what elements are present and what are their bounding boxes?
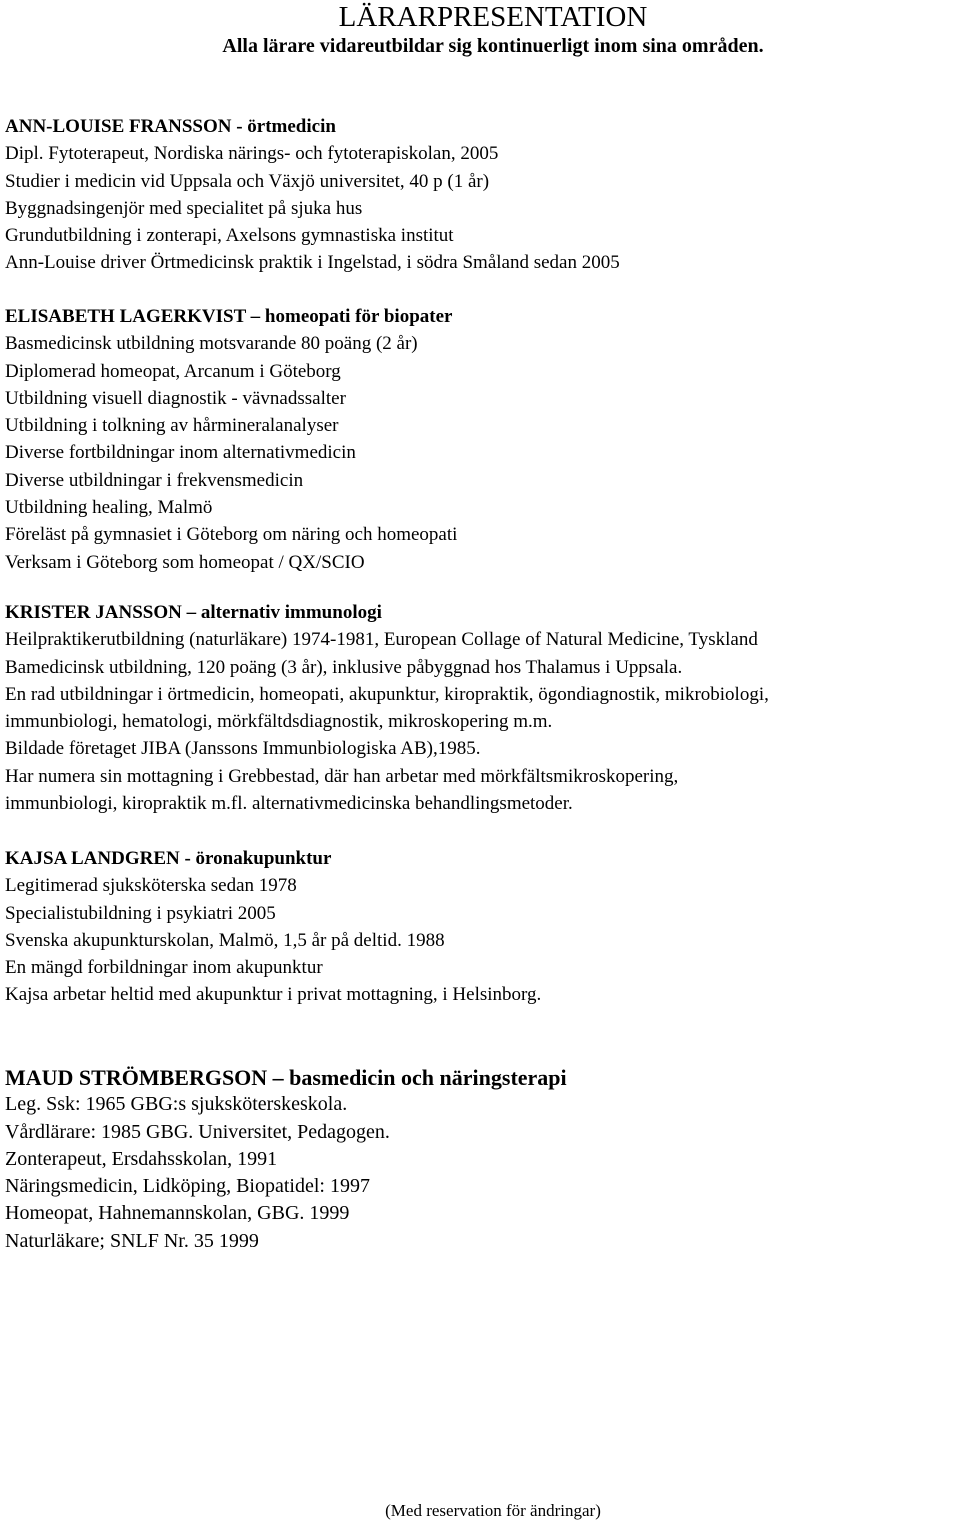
- teacher-detail: Legitimerad sjuksköterska sedan 1978: [5, 875, 297, 897]
- teacher-detail: Zonterapeut, Ersdahsskolan, 1991: [5, 1147, 278, 1170]
- teacher-detail: Föreläst på gymnasiet i Göteborg om näring och homeopati: [5, 524, 458, 546]
- teacher-heading: ELISABETH LAGERKVIST – homeopati för biopater: [5, 306, 453, 327]
- teacher-section-stromberson: [5, 1064, 955, 1255]
- teacher-section-lagerkvist: [5, 303, 955, 576]
- teacher-detail: Verksam i Göteborg som homeopat / QX/SCIO: [5, 551, 365, 573]
- teacher-heading: KRISTER JANSSON – alternativ immunologi: [5, 602, 382, 623]
- teacher-detail: immunbiologi, kiropraktik m.fl. alternativmedicinska behandlingsmetoder.: [5, 793, 573, 815]
- teacher-detail: Grundutbildning i zonterapi, Axelsons gymnastiska institut: [5, 225, 454, 247]
- teacher-detail: Diverse utbildningar i frekvensmedicin: [5, 469, 304, 491]
- teacher-detail: Heilpraktikerutbildning (naturläkare) 1974-1981, European Collage of Natural Medicine, Tyskland: [5, 629, 758, 651]
- teacher-detail: Specialistubildning i psykiatri 2005: [5, 902, 276, 924]
- teacher-detail: Utbildning visuell diagnostik - vävnadssalter: [5, 387, 346, 409]
- teacher-heading: KAJSA LANDGREN - öronakupunktur: [5, 848, 332, 869]
- footer-note: (Med reservation för ändringar): [385, 1501, 601, 1520]
- teacher-section-landgren: [5, 845, 955, 1009]
- teacher-detail: Bildade företaget JIBA (Janssons Immunbiologiska AB),1985.: [5, 738, 481, 760]
- teacher-detail: Dipl. Fytoterapeut, Nordiska närings- och fytoterapiskolan, 2005: [5, 143, 499, 165]
- teacher-detail: Har numera sin mottagning i Grebbestad, där han arbetar med mörkfältsmikroskopering,: [5, 765, 679, 787]
- teacher-detail: Utbildning i tolkning av hårmineralanalyser: [5, 415, 339, 437]
- teacher-detail: Kajsa arbetar heltid med akupunktur i privat mottagning, i Helsinborg.: [5, 984, 542, 1006]
- teacher-section-jansson: [5, 599, 955, 817]
- page-subtitle: Alla lärare vidareutbildar sig kontinuerligt inom sina områden.: [222, 35, 764, 57]
- teacher-detail: Vårdlärare: 1985 GBG. Universitet, Pedagogen.: [5, 1120, 390, 1143]
- teacher-detail: Svenska akupunkturskolan, Malmö, 1,5 år på deltid. 1988: [5, 929, 445, 951]
- teacher-heading: ANN-LOUISE FRANSSON - örtmedicin: [5, 116, 336, 137]
- teacher-section-fransson: [5, 113, 955, 277]
- teacher-detail: Homeopat, Hahnemannskolan, GBG. 1999: [5, 1202, 350, 1225]
- teacher-detail: Bamedicinsk utbildning, 120 poäng (3 år), inklusive påbyggnad hos Thalamus i Uppsala.: [5, 656, 683, 678]
- teacher-detail: Naturläkare; SNLF Nr. 35 1999: [5, 1229, 259, 1252]
- teacher-detail: immunbiologi, hematologi, mörkfältdsdiagnostik, mikroskopering m.m.: [5, 711, 553, 733]
- teacher-detail: Basmedicinsk utbildning motsvarande 80 poäng (2 år): [5, 333, 418, 355]
- teacher-detail: Diverse fortbildningar inom alternativmedicin: [5, 442, 356, 464]
- teacher-detail: Studier i medicin vid Uppsala och Växjö universitet, 40 p (1 år): [5, 170, 490, 192]
- teacher-detail: Utbildning healing, Malmö: [5, 497, 213, 519]
- teacher-heading: MAUD STRÖMBERGSON – basmedicin och näringsterapi: [5, 1065, 567, 1090]
- teacher-detail: Diplomerad homeopat, Arcanum i Göteborg: [5, 360, 341, 382]
- teacher-detail: Ann-Louise driver Örtmedicinsk praktik i Ingelstad, i södra Småland sedan 2005: [5, 252, 620, 274]
- teacher-detail: Leg. Ssk: 1965 GBG:s sjuksköterskeskola.: [5, 1093, 348, 1116]
- teacher-detail: En mängd forbildningar inom akupunktur: [5, 957, 323, 979]
- page-title: LÄRARPRESENTATION: [338, 1, 648, 33]
- teacher-detail: Byggnadsingenjör med specialitet på sjuka hus: [5, 197, 363, 219]
- teacher-detail: Näringsmedicin, Lidköping, Biopatidel: 1997: [5, 1175, 370, 1198]
- teacher-detail: En rad utbildningar i örtmedicin, homeopati, akupunktur, kiropraktik, ögondiagnostik, mikrobiologi,: [5, 683, 769, 705]
